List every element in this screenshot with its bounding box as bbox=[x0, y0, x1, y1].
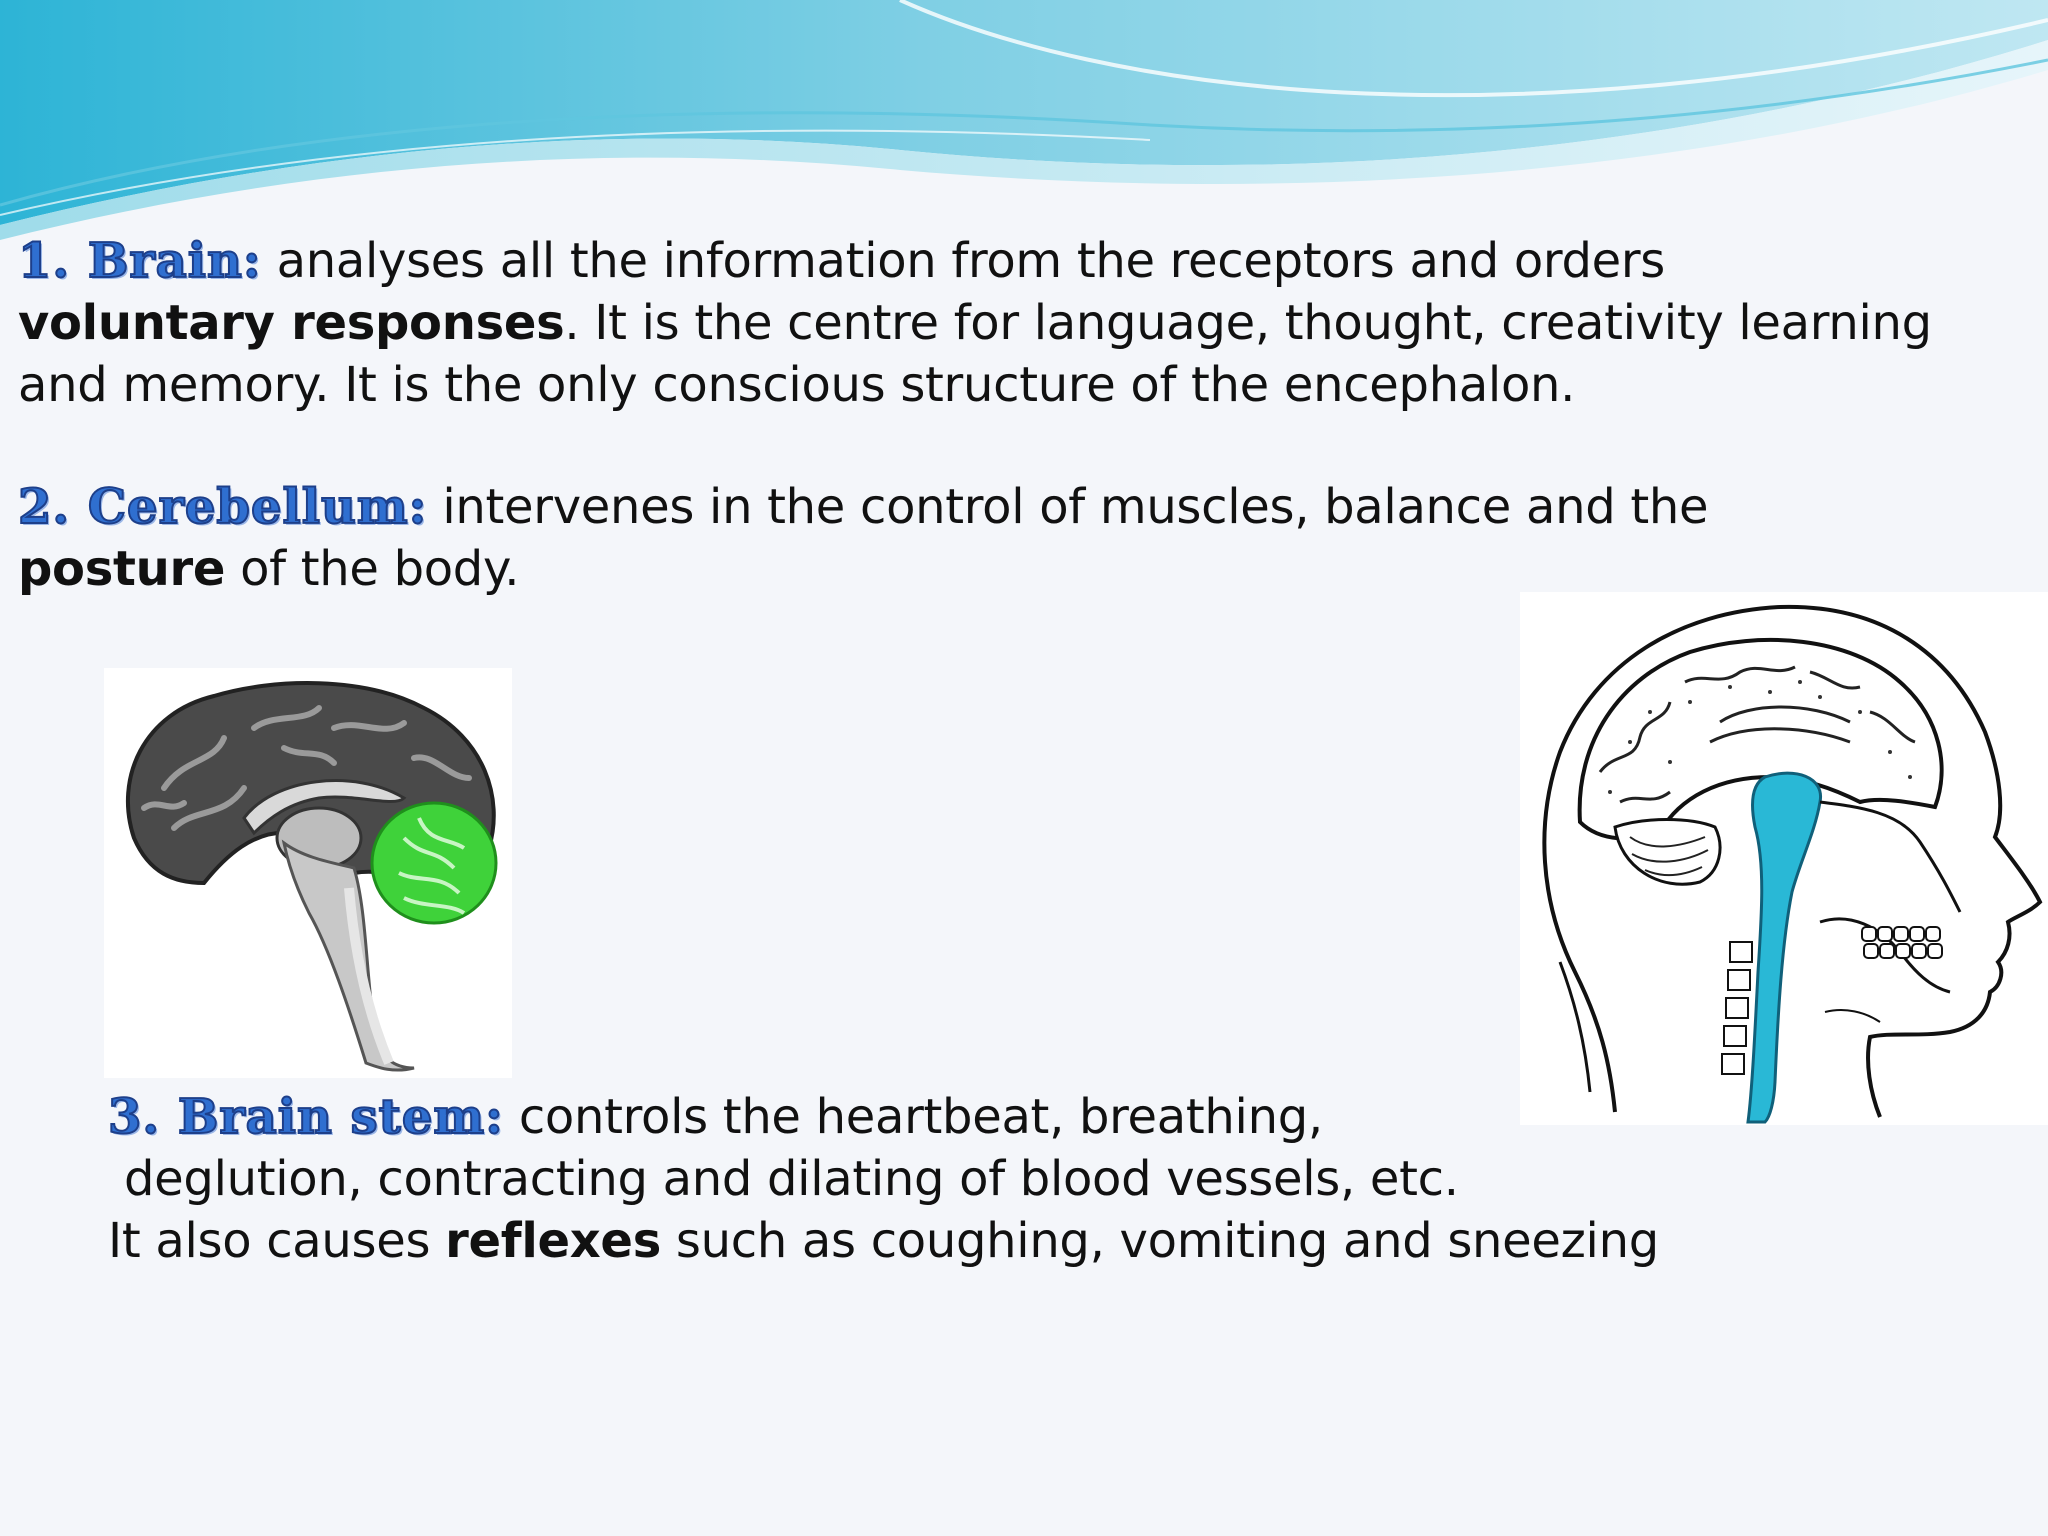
section-cerebellum bbox=[18, 476, 1708, 600]
section-brain bbox=[18, 230, 1932, 416]
cerebellum-line-2: posture of the body. bbox=[18, 541, 520, 597]
brain-line-1: 1. Brain: analyses all the information from the receptors and orders bbox=[18, 233, 1666, 289]
brain-cerebellum-illustration bbox=[104, 668, 512, 1078]
cerebellum-line-1: 2. Cerebellum: intervenes in the control of muscles, balance and the bbox=[18, 479, 1709, 535]
brainstem-heading: 3. Brain stem: bbox=[108, 1089, 504, 1145]
head-brainstem-illustration bbox=[1520, 592, 2048, 1125]
brain-heading: 1. Brain: bbox=[18, 233, 262, 289]
header-wave-decoration bbox=[0, 0, 2048, 240]
brainstem-line-3: It also causes reflexes such as coughing, vomiting and sneezing bbox=[108, 1213, 1659, 1269]
section-brain-stem bbox=[108, 1086, 1659, 1272]
brain-line-3: and memory. It is the only conscious structure of the encephalon. bbox=[18, 357, 1576, 413]
cerebellum-heading: 2. Cerebellum: bbox=[18, 479, 428, 535]
brainstem-line-1: 3. Brain stem: controls the heartbeat, breathing, bbox=[108, 1089, 1323, 1145]
brain-line-2: voluntary responses. It is the centre for language, thought, creativity learning bbox=[18, 295, 1932, 351]
brainstem-line-2: deglution, contracting and dilating of blood vessels, etc. bbox=[124, 1151, 1459, 1207]
